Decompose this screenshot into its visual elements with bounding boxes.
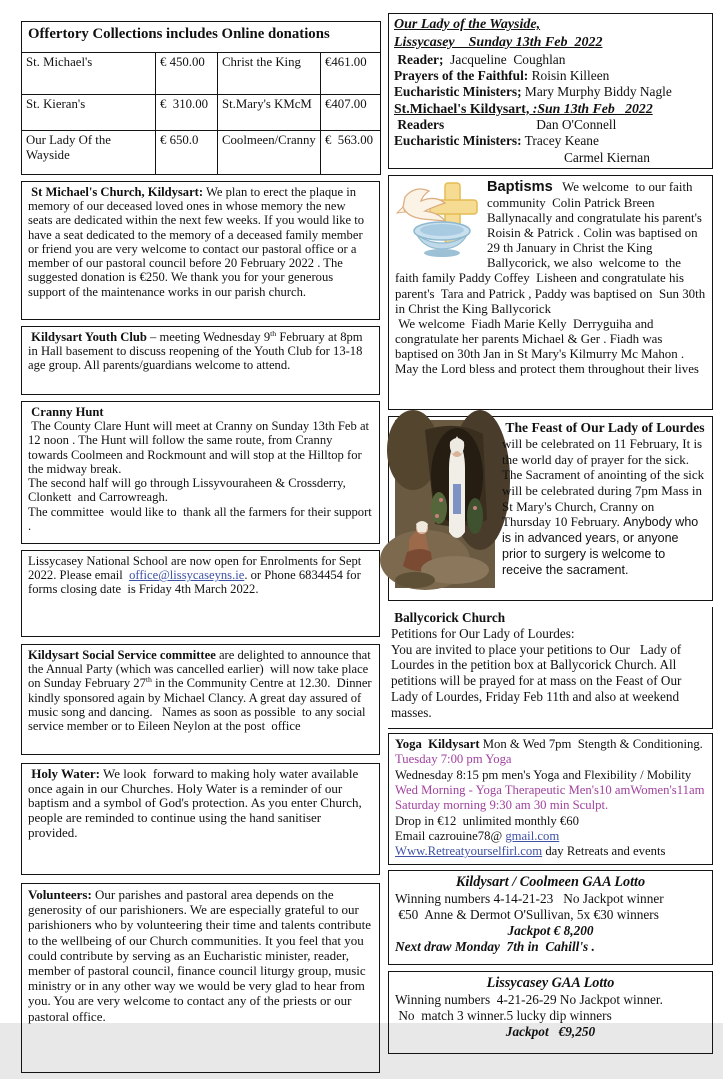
lotto-jackpot: Jackpot € 8,200: [507, 922, 594, 938]
section-title: The Feast of Our Lady of Lourdes: [502, 419, 705, 435]
section-body: We welcome to our faith community Colin Patrick Breen Ballynacally and congratulate his parent's Roisin & Patrick . Colin was baptised on 29 th January in Christ the King Ballycorick, we also welcome to the faith family Paddy Coffey Lisheen and congratulate his parent's Tara and Patrick , Paddy was baptised on Sun 30th in Christ the King Ballycorick We welcome Fiadh Marie Kelly Derryguiha and congratulate her parents Michael & Ger . Fiadh was baptised on 30th Jan in St Mary's Kilmurry Mc Mahon . May the Lord bless and protect them throughout their lives: [395, 179, 706, 376]
yoga-line: Mon & Wed 7pm Stength & Conditioning.: [479, 736, 703, 751]
offertory-table: [21, 21, 381, 175]
section-title: Baptisms: [487, 178, 553, 195]
section-body: February at 8pm in Hall basement to discuss reopening of the Youth Club for 13-18 age group. All parents/guardians welcome to attend.: [28, 330, 366, 373]
section-body: – meeting Wednesday 9: [146, 330, 271, 344]
school-email-link[interactable]: office@lissycaseyns.ie: [129, 568, 245, 583]
section-body: We look forward to making holy water available once again in our Churches. Holy Water is a reminder of our baptism and a symbol of God's protection. As you enter Church, people are reminded to continue using the hand sanitiser provided.: [28, 766, 366, 840]
yoga-line: day Retreats and events: [542, 844, 666, 859]
section-body: The County Clare Hunt will meet at Cranny on Sunday 13th Feb at 12 noon . The Hunt will follow the same route, from Cranny towards Coolmeen and Rockmount and will stop at the Hilltop for the midway break. The second half will go through Lissyvouraheen & Crossderry, Clonkett and Carrowreagh. The committee would like to thank all the farmers for their support .: [28, 419, 372, 533]
table-row: [22, 131, 381, 175]
rota-label: Reader;: [394, 51, 444, 67]
yoga-line: Tuesday 7:00 pm Yoga: [395, 752, 512, 767]
table-cell: € 563.00: [321, 131, 381, 175]
offertory-title: Offertory Collections includes Online donations: [22, 22, 381, 53]
lissycasey-lotto-section: [388, 971, 713, 1054]
yoga-section: [388, 733, 713, 865]
our-lady-of-lourdes-grotto-image: [395, 420, 495, 588]
table-cell: € 310.00: [156, 95, 218, 131]
lotto-next-draw: Next draw Monday 7th in Cahill's .: [395, 938, 595, 954]
ordinal-superscript: th: [270, 328, 277, 338]
rota-date-line: Lissycasey Sunday 13th Feb 2022: [394, 34, 603, 50]
yoga-line: Drop in €12 unlimited monthly €60: [395, 813, 579, 828]
table-row: [22, 95, 381, 131]
lourdes-feast-section: [388, 416, 713, 601]
lotto-title: Lissycasey GAA Lotto: [486, 974, 615, 991]
section-body: will be celebrated on 11 February, It is the world day of prayer for the sick. The Sacrament of anointing of the sick will be celebrated during 7pm Mass in St Mary's Church, Cranny on Thursday 10 February.: [502, 419, 708, 530]
rota-label: Prayers of the Faithful:: [394, 68, 529, 84]
table-cell: €407.00: [321, 95, 381, 131]
lotto-line: Winning numbers 4-14-21-23 No Jackpot winner: [395, 890, 664, 906]
yoga-email-link[interactable]: gmail.com: [505, 829, 560, 844]
table-cell: Coolmeen/Cranny: [218, 131, 321, 175]
rota-church-title: Our Lady of the Wayside,: [394, 17, 541, 32]
section-title: Kildysart Social Service committee: [28, 648, 216, 662]
ordinal-superscript: th: [145, 675, 152, 685]
section-title: Holy Water:: [28, 766, 100, 781]
kildysart-coolmeen-lotto-section: [388, 870, 713, 965]
left-column: [21, 21, 380, 1079]
rota-value: Carmel Kiernan: [564, 149, 650, 165]
table-cell: St. Michael's: [22, 53, 156, 95]
lotto-line: €50 Anne & Dermot O'Sullivan, 5x €30 winners: [395, 906, 659, 922]
section-body: in the Community Centre at 12.30. Dinner kindly sponsored again by Michael Clancy. A great day assured of music song and dancing. Names as soon as possible to any social service member or to Eileen Neylon at the post office: [28, 676, 375, 734]
table-cell: € 450.00: [156, 53, 218, 95]
section-body-sans: Anybody who is in advanced years, or anyone prior to surgery is welcome to receive the sacrament.: [502, 515, 702, 578]
school-enrolment-section: [21, 550, 380, 637]
ballycorick-petitions-section: [388, 607, 713, 729]
section-body: Petitions for Our Lady of Lourdes: You are invited to place your petitions to Our Lady of Lourdes in the petition box at Ballycorick Church. All petitions will be prayed for at mass on the Feast of Our Lady of Lourdes, Friday Feb 11th and also at weekend masses.: [391, 625, 682, 720]
rota-label: Eucharistic Ministers:: [394, 133, 522, 149]
baptisms-section: [388, 175, 713, 410]
retreat-website-link[interactable]: Www.Retreatyourselfirl.com: [395, 844, 543, 859]
section-body: We plan to erect the plaque in memory of our deceased loved ones in whose memory the new seats are dedicated within the next few weeks. If you would like to have a seat dedicated to the memory of a deceased family member or friend you are very welcome to contact our pastoral office or a member of our pastoral council before 20 February 2022 . The suggested donation is €250. We thank you for your generous support of the maintenance works in our parish church.: [28, 185, 368, 299]
baptism-dove-cross-font-image: [395, 179, 483, 259]
right-column: [388, 13, 713, 1060]
table-row: [22, 53, 381, 95]
section-title: Ballycorick Church: [391, 609, 506, 625]
rota-label: Eucharistic Ministers;: [394, 84, 522, 100]
lotto-title: Kildysart / Coolmeen GAA Lotto: [455, 873, 646, 890]
table-cell: St. Kieran's: [22, 95, 156, 131]
yoga-line: Saturday morning 9:30 am 30 min Sculpt.: [395, 798, 609, 813]
table-cell: St.Mary's KMcM: [218, 95, 321, 131]
table-cell: €461.00: [321, 53, 381, 95]
rota-value: Tracey Keane: [521, 133, 599, 149]
youth-club-section: [21, 326, 380, 395]
cranny-hunt-section: [21, 401, 380, 544]
ministers-rota-section: [388, 13, 713, 169]
rota-church-title: St.Michael's Kildysart,: [394, 100, 530, 116]
section-title: Cranny Hunt: [28, 405, 104, 419]
rota-value: Roisin Killeen: [528, 68, 610, 84]
yoga-heading: Yoga Kildysart: [395, 736, 480, 751]
offertory-collections-section: [21, 21, 380, 175]
section-title: Kildysart Youth Club: [28, 330, 147, 344]
table-cell: Christ the King: [218, 53, 321, 95]
lotto-line: Winning numbers 4-21-26-29 No Jackpot winner.: [395, 991, 663, 1007]
st-michaels-plaque-section: [21, 181, 380, 320]
section-body: Our parishes and pastoral area depends on the generosity of our parishioners. We are especially grateful to our parishioners who by volunteering their time and talents contribute to the wellbeing of our Church communities. It you feel that you could contribute by serving as an Eucharistic minister, reader, member of pastoral council, finance council liturgy group, music ministry or in any other way we would be very glad to hear from you. You are very welcome to contact any of the priests or our pastoral office.: [28, 887, 375, 1024]
lotto-jackpot: Jackpot €9,250: [505, 1023, 596, 1039]
rota-value: Mary Murphy Biddy Nagle: [521, 84, 672, 100]
section-title: Volunteers:: [28, 887, 92, 902]
section-title: St Michael's Church, Kildysart:: [28, 185, 204, 199]
volunteers-section: [21, 883, 380, 1073]
lotto-line: No match 3 winner.5 lucky dip winners: [395, 1007, 612, 1023]
rota-date-line: :Sun 13th Feb 2022: [529, 100, 653, 116]
section-body: Lissycasey National School are now open for Enrolments for Sept 2022. Please email: [28, 554, 365, 583]
rota-value: Jacqueline Coughlan: [443, 51, 566, 67]
rota-label: Readers: [394, 117, 445, 133]
offertory-title-row: [22, 22, 381, 53]
social-service-section: [21, 644, 380, 755]
yoga-line: Email cazrouine78@: [395, 829, 506, 844]
section-body: are delighted to announce that the Annual Party (which was cancelled earlier) will now take place on Sunday February 27: [28, 648, 374, 691]
table-cell: Our Lady Of the Wayside: [22, 131, 156, 175]
yoga-line: Wednesday 8:15 pm men's Yoga and Flexibility / Mobility: [395, 767, 692, 782]
rota-value: Dan O'Connell: [536, 117, 617, 133]
yoga-line: Wed Morning - Yoga Therapeutic Men's10 amWomen's11am: [395, 782, 705, 797]
table-cell: € 650.0: [156, 131, 218, 175]
holy-water-section: [21, 763, 380, 875]
section-body: . or Phone 6834454 for forms closing date is Friday 4th March 2022.: [28, 568, 364, 597]
